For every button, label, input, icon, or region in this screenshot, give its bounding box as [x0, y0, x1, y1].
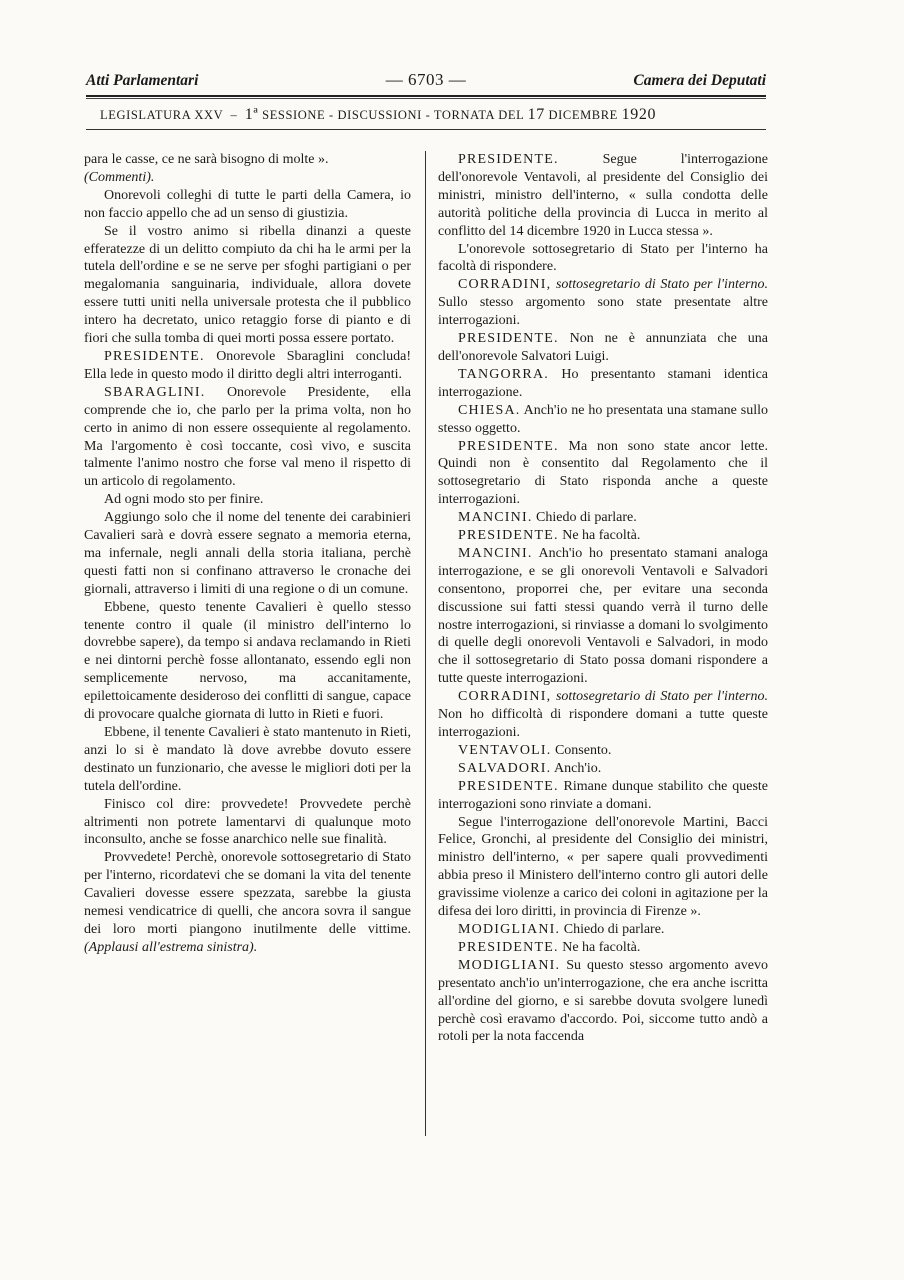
paragraph-text: Chiedo di parlare.: [532, 510, 637, 526]
speaker-name: PRESIDENTE.: [458, 331, 559, 347]
paragraph: [84, 849, 411, 956]
speaker-name: PRESIDENTE.: [104, 348, 205, 364]
left-column: [84, 151, 411, 957]
speaker-name: CHIESA.: [458, 402, 521, 418]
speaker-name: SBARAGLINI.: [104, 384, 206, 400]
legislatura: LEGISLATURA XXV: [100, 108, 224, 122]
paragraph: [84, 724, 411, 796]
paragraph-text: Chiedo di parlare.: [560, 921, 665, 937]
paragraph: [438, 509, 768, 527]
column-divider: [425, 151, 426, 1136]
paragraph-text: Aggiungo solo che il nome del tenente dei carabinieri Cavalieri sarà e dovrà essere segnato a memoria eterna, ma infernale, negli annali della storia italiana, perchè questi fatti non si confinano attraverso le cronache dei giornali, attraverso i limiti di una regione o di un comune.: [84, 510, 411, 597]
paragraph-text: Ne ha facoltà.: [558, 528, 641, 544]
paragraph-text: Ho presentanto stamani identica interrogazione.: [438, 366, 768, 400]
paragraph-text: Rimane dunque stabilito che queste interrogazioni sono rinviate a domani.: [438, 778, 768, 812]
paragraph-text: Se il vostro animo si ribella dinanzi a queste efferatezze di un delitto compiuto da chi ha le armi per la tutela dell'ordine e se ne serve per sfoghi partigiani o per megalomania sanguinaria, individuale, allora dovete essere tutti uniti nella universale protesta che il pubblico intero ha decretato, unico retaggio forse di pianto e di fiori che sulla tomba di quei morti possa essere portato.: [84, 223, 411, 347]
paragraph-text: Anch'io ne ho presentata una stamane sullo stesso oggetto.: [438, 402, 768, 436]
paragraph: [438, 742, 768, 760]
paragraph-text: L'onorevole sottosegretario di Stato per l'interno ha facoltà di rispondere.: [438, 241, 768, 275]
paragraph: [84, 509, 411, 599]
paragraph: [438, 276, 768, 330]
paragraph: [438, 814, 768, 921]
paragraph: [438, 939, 768, 957]
paragraph-text: Su questo stesso argomento avevo presentato anch'io un'interrogazione, che era anche iscritta all'ordine del giorno, e si sarebbe dovuta svolgere lunedì perchè così eravamo d'accordo. Poi, siccome tutto andò a rotoli per la nota faccenda: [438, 957, 768, 1045]
paragraph-text: Onorevole Presidente, ella comprende che io, che parlo per la prima volta, non ho certo in animo di non essere ossequiente al regolamento. Ma l'argomento è così toccante, così vivo, e suscita talmente l'animo nostro che forse val meno il rispetto di un articolo di regolamento.: [84, 384, 411, 490]
paragraph-text: Consento.: [551, 742, 612, 758]
header-rule: [86, 95, 766, 97]
page-header: [86, 70, 766, 94]
paragraph-text: Non ho difficoltà di rispondere domani a tutte queste interrogazioni.: [438, 707, 768, 740]
paragraph: [84, 151, 411, 169]
paragraph-text: para le casse, ce ne sarà bisogno di molte ».: [84, 152, 329, 167]
paragraph: [84, 169, 411, 187]
speaker-name: VENTAVOLI.: [458, 742, 552, 758]
paragraph-text: Provvedete! Perchè, onorevole sottosegretario di Stato per l'interno, ricordatevi che se domani la vita del tenente Cavalieri dovesse essere spezzata, sarebbe la giusta nemesi vendicatrice di quelli, che ancora sovra il sangue dei loro morti piangono inutilmente delle vittime.: [84, 850, 411, 937]
italic-text: sottosegretario di Stato per l'interno.: [551, 689, 768, 705]
paragraph-text: Sullo stesso argomento sono state presentate altre interrogazioni.: [438, 295, 768, 329]
paragraph: [84, 384, 411, 491]
paragraph: [438, 778, 768, 814]
speaker-name: PRESIDENTE.: [458, 778, 559, 794]
session-day: 17: [527, 106, 545, 123]
paragraph-text: Segue l'interrogazione dell'onorevole Martini, Bacci Felice, Gronchi, al presidente del Consiglio dei ministri, ministro dell'interno, « per sapere quali provvedimenti abbia preso il Ministero dell'interno contro gli autori delle gravissime violenze a carico dei coloni in agitazione per la difesa dei loro diritti, in provincia di Firenze ».: [438, 814, 768, 920]
session-line: [100, 106, 760, 124]
speaker-name: MANCINI.: [458, 510, 533, 526]
paragraph-text: Onorevole Sbaraglini concluda! Ella lede in questo modo il diritto degli altri interroganti.: [84, 348, 411, 382]
paragraph-text: Ad ogni modo sto per finire.: [104, 492, 264, 508]
speaker-name: PRESIDENTE.: [458, 528, 559, 544]
paragraph: [84, 348, 411, 384]
session-number: 1ª: [244, 106, 259, 123]
speaker-name: TANGORRA.: [458, 366, 549, 382]
subheader-rule: [86, 129, 766, 130]
paragraph-text: Anch'io.: [551, 760, 602, 776]
paragraph-text: Anch'io ho presentato stamani analoga interrogazione, e se gli onorevoli Ventavoli e Salvadori consentono, proporrei che, per evitare una seconda discussione sui fatti stessi quando verrà il turno delle nostre interrogazioni, si rinviasse a domani lo svolgimento di quelle degli onorevoli Ventavoli e Salvadori, in modo che il sottosegretario di Stato possa domani rispondere a tutte queste interrogazioni.: [438, 545, 768, 687]
paragraph-text: Onorevoli colleghi di tutte le parti della Camera, io non faccio appello che ad un senso di giustizia.: [84, 187, 411, 221]
session-year: 1920: [621, 106, 657, 123]
paragraph-text: Ne ha facoltà.: [558, 939, 641, 955]
page-number: — 6703 —: [385, 70, 467, 89]
italic-text: (Applausi all'estrema sinistra).: [84, 939, 258, 955]
speaker-name: PRESIDENTE.: [458, 939, 559, 955]
paragraph: [84, 796, 411, 850]
header-right-title: Camera dei Deputati: [633, 72, 766, 89]
paragraph: [438, 527, 768, 545]
paragraph-text: Ma non sono state ancor lette. Quindi non è consentito dal Regolamento che il sottosegretario di Stato risponda anche a queste interrogazioni.: [438, 438, 768, 508]
paragraph: [84, 491, 411, 509]
session-month: DICEMBRE: [548, 108, 618, 122]
paragraph: [438, 402, 768, 438]
paragraph: [84, 187, 411, 223]
session-label: SESSIONE - DISCUSSIONI - TORNATA DEL: [262, 108, 524, 122]
paragraph: [438, 921, 768, 939]
speaker-name: MODIGLIANI.: [458, 957, 561, 973]
header-left-title: Atti Parlamentari: [86, 72, 199, 89]
speaker-name: MODIGLIANI.: [458, 921, 561, 937]
paragraph-text: Non ne è annunziata che una dell'onorevole Salvatori Luigi.: [438, 331, 768, 364]
paragraph: [438, 545, 768, 688]
paragraph: [438, 438, 768, 510]
right-column: [438, 151, 768, 1046]
paragraph-text: Ebbene, questo tenente Cavalieri è quello stesso tenente contro il quale (il ministro dell'interno lo dovrebbe sapere), da tempo si andava reclamando in Rieti e nei dintorni perchè fosse allontanato, essendo egli non semplicemente nervoso, ma accanitamente, epilettoicamente desideroso dei conflitti di sangue, capace di provocare qualche giornata di lutto in Rieti e fuori.: [84, 599, 411, 723]
speaker-name: CORRADINI,: [458, 277, 552, 293]
italic-text: (Commenti).: [84, 169, 155, 185]
paragraph: [438, 957, 768, 1047]
paragraph-text: Finisco col dire: provvedete! Provvedete perchè altrimenti non potrete lamentarvi di qualunque moto inconsulto, anche se fosse anarchico nelle sue finalità.: [84, 796, 411, 848]
speaker-name: PRESIDENTE.: [458, 152, 559, 167]
speaker-name: SALVADORI.: [458, 760, 552, 776]
speaker-name: CORRADINI,: [458, 689, 552, 705]
paragraph: [438, 241, 768, 277]
paragraph: [438, 151, 768, 241]
paragraph-text: Ebbene, il tenente Cavalieri è stato mantenuto in Rieti, anzi lo si è mandato là dove avrebbe dovuto essere destinato un funzionario, che avesse le migliori doti per la tutela dell'ordine.: [84, 725, 411, 794]
speaker-name: PRESIDENTE.: [458, 438, 559, 454]
paragraph: [438, 760, 768, 778]
paragraph: [84, 223, 411, 348]
italic-text: sottosegretario di Stato per l'interno.: [551, 277, 768, 293]
header-rule-thin: [86, 98, 766, 99]
paragraph: [438, 688, 768, 742]
paragraph: [438, 366, 768, 402]
paragraph: [84, 599, 411, 724]
speaker-name: MANCINI.: [458, 545, 533, 561]
session-dash: –: [230, 108, 238, 122]
paragraph: [438, 330, 768, 366]
paragraph-text: Segue l'interrogazione dell'onorevole Ventavoli, al presidente del Consiglio dei ministri, ministro dell'interno, « sulla condotta delle autorità politiche della provincia di Lucca in merito al conflitto del 14 dicembre 1920 in Lucca stessa ».: [438, 152, 768, 239]
